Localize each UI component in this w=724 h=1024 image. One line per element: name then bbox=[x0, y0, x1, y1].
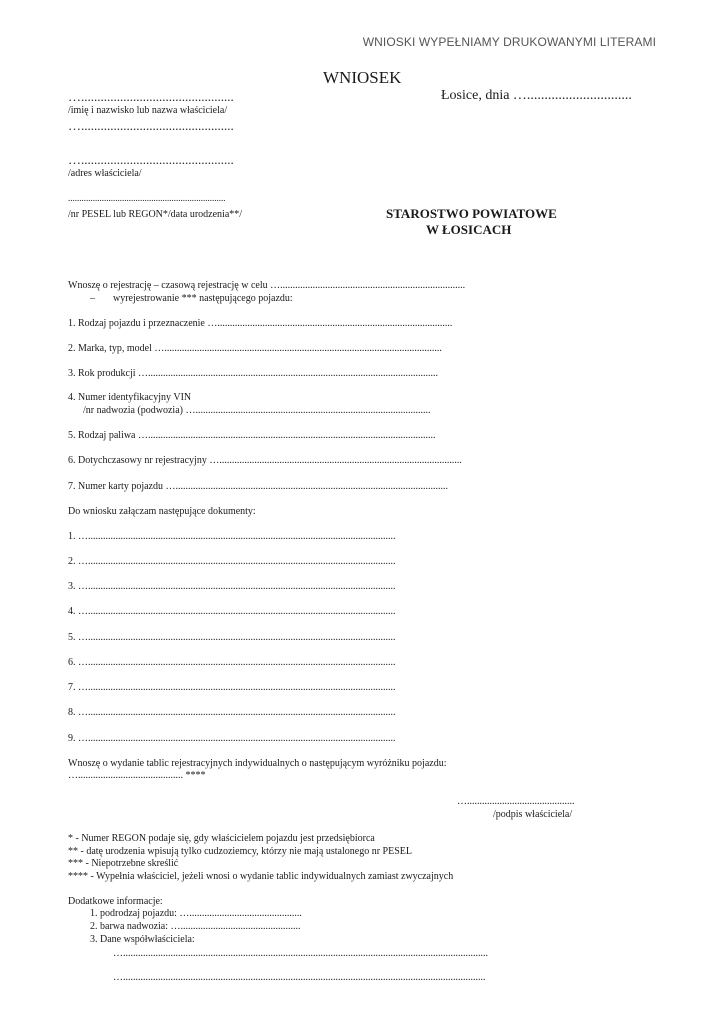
intro-deregistration: wyrejestrowanie *** następującego pojazdu: bbox=[113, 293, 293, 304]
attachment-line-1[interactable]: 1. …........................................................................................................................... bbox=[68, 531, 396, 542]
office-name-line-2: W ŁOSICACH bbox=[426, 222, 512, 237]
field-make-model[interactable]: 2. Marka, typ, model …............................................................................................................... bbox=[68, 343, 442, 354]
footnote-individual-plates: **** - Wypełnia właściciel, jeżeli wnosi o wydanie tablic indywidualnych zamiast zwyczajnych bbox=[68, 871, 454, 882]
additional-heading: Dodatkowe informacje: bbox=[68, 896, 163, 907]
attachment-line-3[interactable]: 3. …........................................................................................................................... bbox=[68, 581, 396, 592]
signature-line[interactable]: …........................................... bbox=[457, 796, 575, 807]
field-vehicle-type[interactable]: 1. Rodzaj pojazdu i przeznaczenie ….............................................................................................. bbox=[68, 318, 453, 329]
coowner-line-2[interactable]: …................................................................................................................................................. bbox=[113, 972, 486, 983]
field-vin-label: 4. Numer identyfikacyjny VIN bbox=[68, 392, 192, 403]
additional-coowner: 3. Dane współwłaściciela: bbox=[90, 934, 195, 945]
additional-body-color[interactable]: 2. barwa nadwozia: …................................................ bbox=[90, 921, 301, 932]
attachment-line-8[interactable]: 8. …........................................................................................................................... bbox=[68, 707, 396, 718]
intro-line: Wnoszę o rejestrację – czasową rejestrację w celu ….......................................................................... bbox=[68, 280, 466, 291]
owner-name-label: /imię i nazwisko lub nazwa właściciela/ bbox=[68, 105, 228, 116]
field-vehicle-card-number[interactable]: 7. Numer karty pojazdu …............................................................................................................. bbox=[68, 481, 448, 492]
additional-subtype[interactable]: 1. podrodzaj pojazdu: …............................................. bbox=[90, 908, 302, 919]
owner-pesel-line[interactable]: ...................................................................... bbox=[68, 193, 226, 203]
attachment-line-2[interactable]: 2. …........................................................................................................................... bbox=[68, 556, 396, 567]
owner-pesel-label: /nr PESEL lub REGON*/data urodzenia**/ bbox=[68, 209, 243, 220]
footnote-strike-out: *** - Niepotrzebne skreślić bbox=[68, 858, 179, 869]
place-date[interactable]: Łosice, dnia ….............................. bbox=[441, 88, 632, 103]
plates-line[interactable]: ….......................................... **** bbox=[68, 770, 206, 781]
owner-address-line-2[interactable]: …............................................... bbox=[68, 152, 234, 167]
attachment-line-9[interactable]: 9. …........................................................................................................................... bbox=[68, 733, 396, 744]
attachment-line-4[interactable]: 4. …........................................................................................................................... bbox=[68, 606, 396, 617]
header-note: WNIOSKI WYPEŁNIAMY DRUKOWANYMI LITERAMI bbox=[362, 35, 656, 49]
coowner-line-1[interactable]: ….................................................................................................................................................. bbox=[113, 948, 488, 959]
footnote-regon: * - Numer REGON podaje się, gdy właścicielem pojazdu jest przedsiębiorca bbox=[68, 833, 375, 844]
attachment-line-7[interactable]: 7. …........................................................................................................................... bbox=[68, 682, 396, 693]
attachment-line-6[interactable]: 6. …........................................................................................................................... bbox=[68, 657, 396, 668]
field-body-number[interactable]: /nr nadwozia (podwozia) ….............................................................................................. bbox=[83, 405, 431, 416]
footnote-birth-date: ** - datę urodzenia wpisują tylko cudzoziemcy, którzy nie mają ustalonego nr PESEL bbox=[68, 846, 412, 857]
owner-address-label: /adres właściciela/ bbox=[68, 168, 142, 179]
owner-name-line[interactable]: …............................................... bbox=[68, 89, 234, 104]
attachments-heading: Do wniosku załączam następujące dokumenty: bbox=[68, 506, 256, 517]
field-previous-registration[interactable]: 6. Dotychczasowy nr rejestracyjny …................................................................................................. bbox=[68, 455, 462, 466]
field-production-year[interactable]: 3. Rok produkcji ….................................................................................................................... bbox=[68, 368, 438, 379]
field-fuel-type[interactable]: 5. Rodzaj paliwa …................................................................................................................... bbox=[68, 430, 436, 441]
intro-dash: – bbox=[90, 293, 95, 304]
form-title: WNIOSEK bbox=[323, 68, 402, 87]
plates-request: Wnoszę o wydanie tablic rejestracyjnych indywidualnych o następującym wyróżniku pojazdu: bbox=[68, 758, 447, 769]
office-name-line-1: STAROSTWO POWIATOWE bbox=[386, 206, 557, 221]
owner-address-line-1[interactable]: …............................................... bbox=[68, 118, 234, 133]
attachment-line-5[interactable]: 5. …........................................................................................................................... bbox=[68, 632, 396, 643]
signature-label: /podpis właściciela/ bbox=[493, 809, 573, 820]
